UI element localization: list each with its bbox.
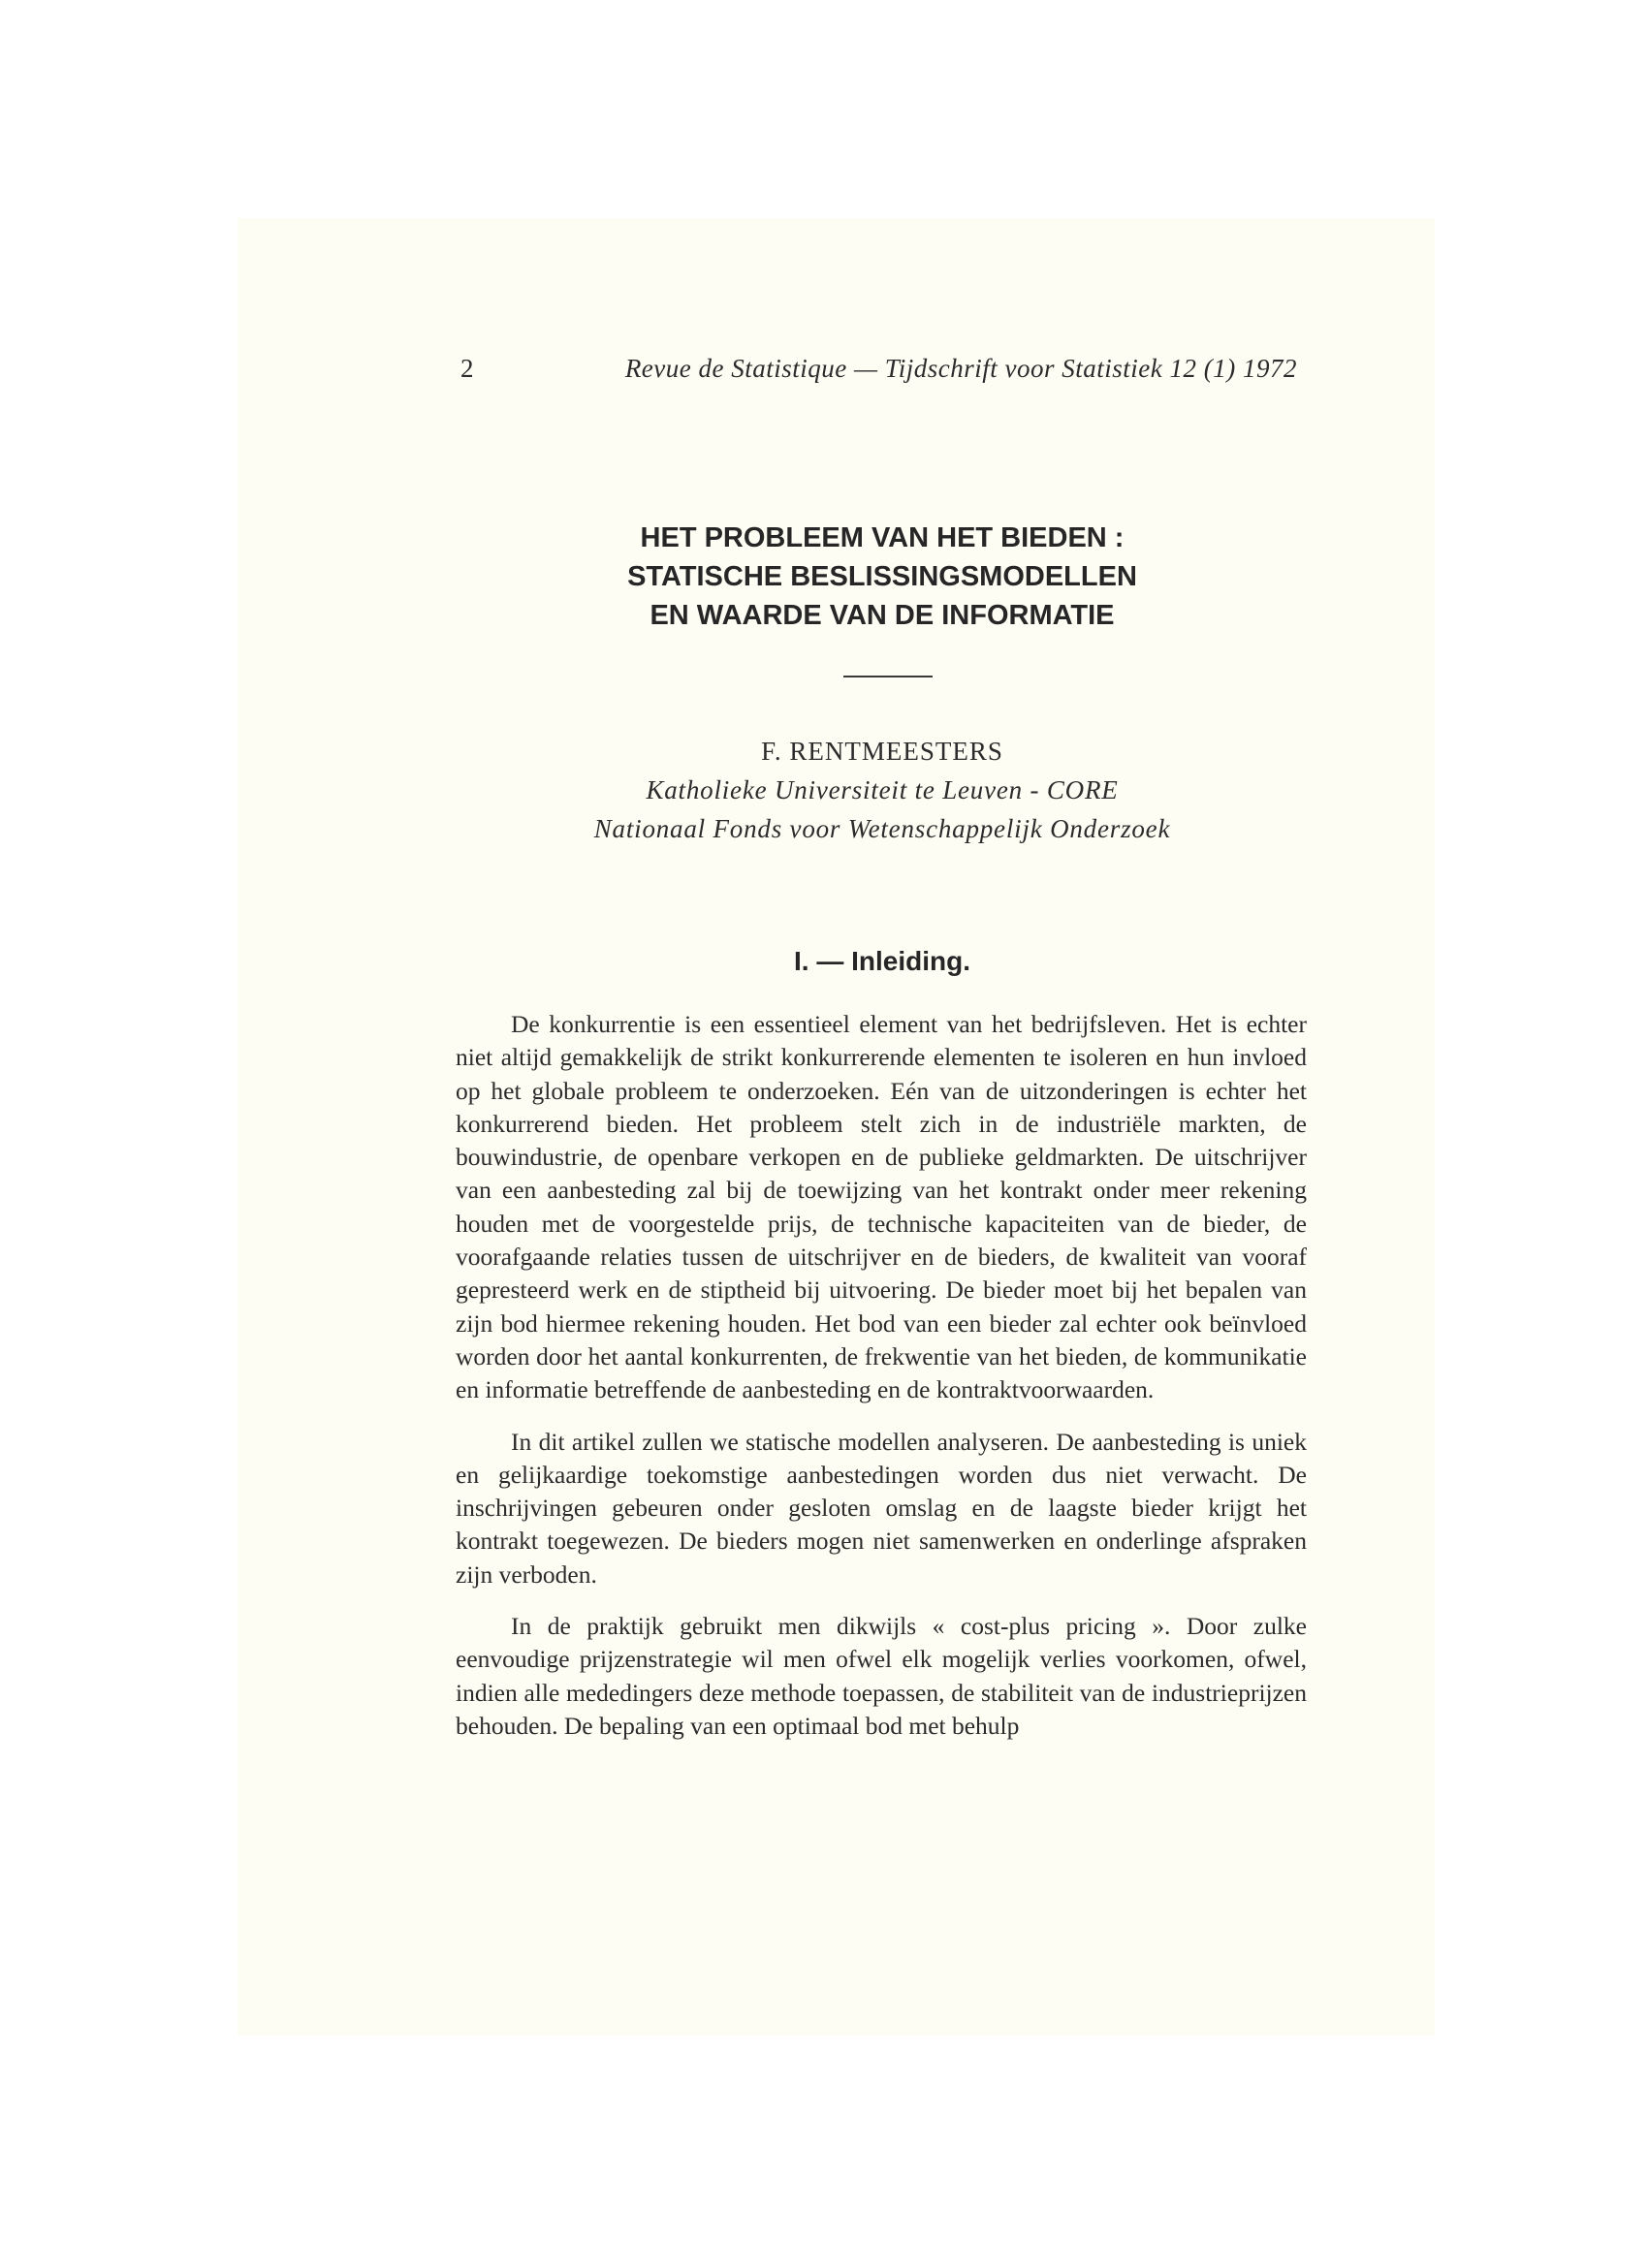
body-text	[456, 1008, 1307, 1761]
paragraph-2: In dit artikel zullen we statische modellen analyseren. De aanbesteding is uniek en gelijkaardige toekomstige aanbestedingen worden dus niet verwacht. De inschrijvingen gebeuren onder gesloten omslag en de laagste bieder krijgt het kontrakt toegewezen. De bieders mogen niet samenwerken en onderlinge afspraken zijn verboden.	[456, 1427, 1307, 1589]
paragraph-1: De konkurrentie is een essentieel element van het bedrijfsleven. Het is echter niet altijd gemakkelijk de strikt konkurrerende elementen te isoleren en hun invloed op het globale probleem te onderzoeken. Eén van de uitzonderingen is echter het konkurrerend bieden. Het probleem stelt zich in de industriële markten, de bouwindustrie, de openbare verkopen en de publieke geldmarkten. De uitschrijver van een aanbesteding zal bij de toewijzing van het kontrakt onder meer rekening houden met de voorgestelde prijs, de technische kapaciteiten van de bieder, de voorafgaande relaties tussen de uitschrijver en de bieders, de kwaliteit van vooraf gepresteerd werk en de stiptheid bij uitvoering. De bieder moet bij het bepalen van zijn bod hiermee rekening houden. Het bod van een bieder zal echter ook beïnvloed worden door het aantal konkurrenten, de frekwentie van het bieden, de kommunikatie en informatie betreffende de aanbesteding en de kontraktvoorwaarden.	[456, 1010, 1307, 1404]
author-block	[456, 732, 1309, 848]
article-title	[456, 519, 1309, 635]
author-affiliation-1: Katholieke Universiteit te Leuven - CORE	[646, 775, 1119, 804]
author-affiliation-2: Nationaal Fonds voor Wetenschappelijk Onderzoek	[593, 814, 1171, 843]
title-line-1: HET PROBLEEM VAN HET BIEDEN :	[640, 522, 1125, 553]
journal-citation: Revue de Statistique — Tijdschrift voor Statistiek 12 (1) 1972	[624, 354, 1297, 383]
paragraph-3: In de praktijk gebruikt men dikwijls « cost-plus pricing ». Door zulke eenvoudige prijzenstrategie wil men ofwel elk mogelijk verlies voorkomen, ofwel, indien alle mededingers deze methode toepassen, de stabiliteit van de industrieprijzen behouden. De bepaling van een optimaal bod met behulp	[456, 1612, 1307, 1740]
title-line-2: STATISCHE BESLISSINGSMODELLEN	[627, 561, 1137, 592]
title-divider	[843, 676, 933, 677]
title-line-3: EN WAARDE VAN DE INFORMATIE	[650, 600, 1115, 631]
page-number: 2	[460, 354, 474, 383]
running-header	[456, 349, 1309, 388]
author-name: F. RENTMEESTERS	[761, 737, 1003, 766]
section-heading: I. — Inleiding.	[794, 946, 970, 976]
